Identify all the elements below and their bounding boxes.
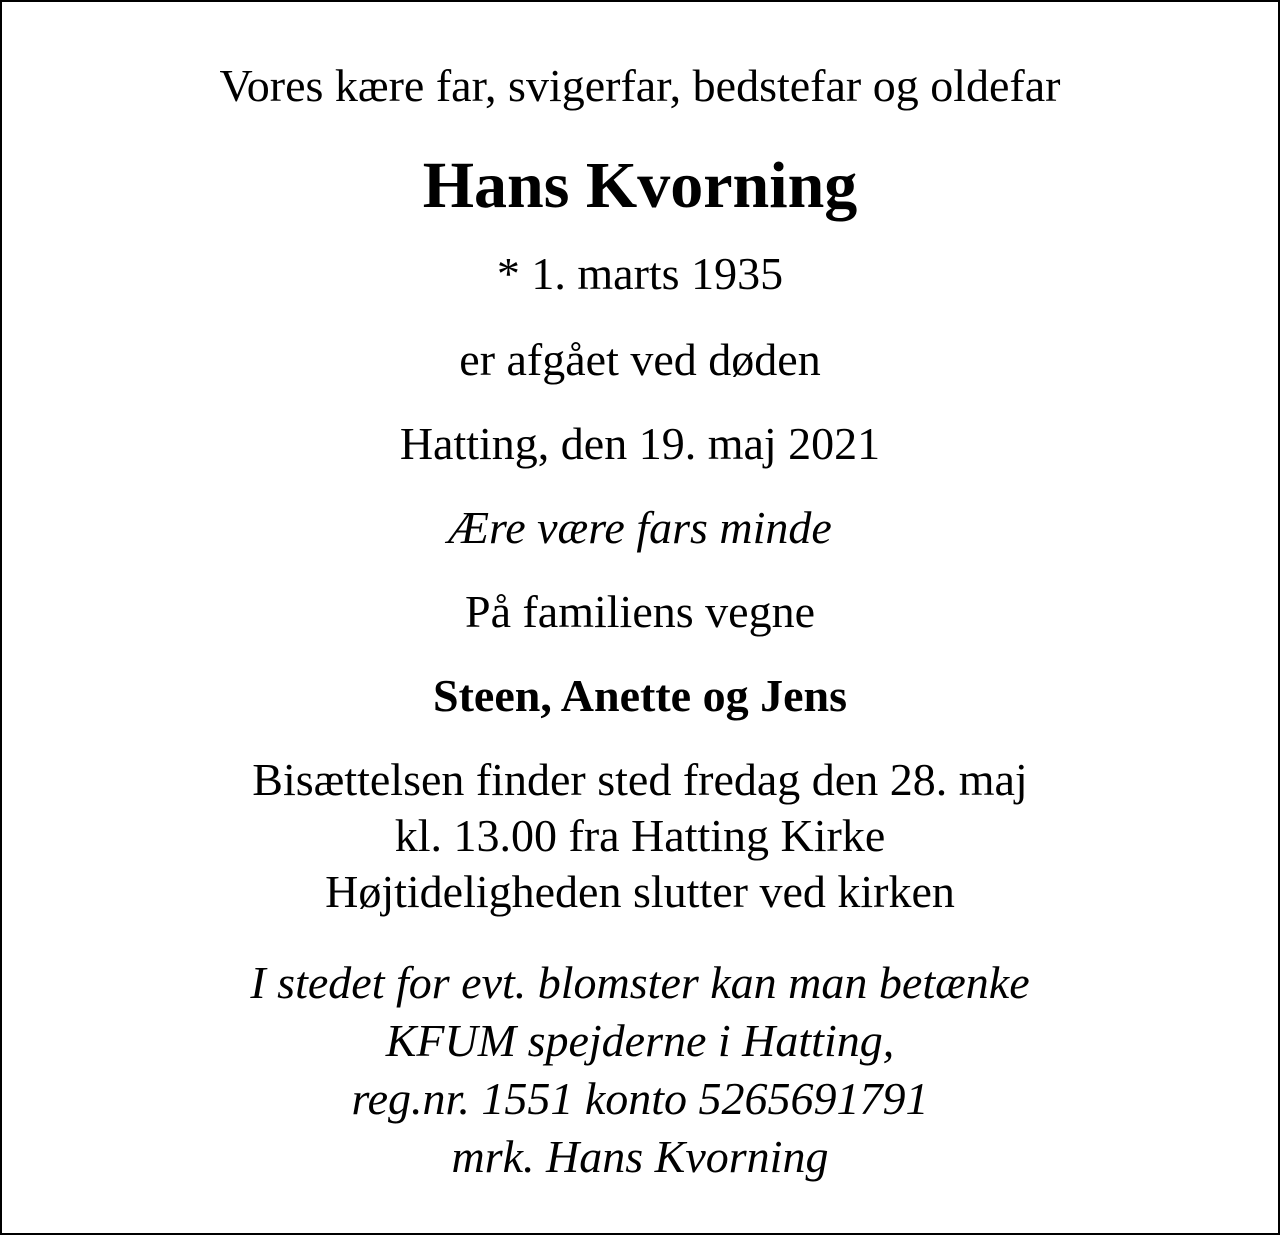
funeral-line: Bisættelsen finder sted fredag den 28. maj: [252, 754, 1028, 805]
donation-line: KFUM spejderne i Hatting,: [385, 1015, 895, 1066]
donation-line: I stedet for evt. blomster kan man betænke: [250, 957, 1030, 1008]
funeral-line: Højtideligheden slutter ved kirken: [325, 866, 955, 917]
memorial-phrase: Ære være fars minde: [448, 502, 832, 553]
place-and-date: Hatting, den 19. maj 2021: [399, 418, 881, 469]
donation-details: [2, 954, 1278, 1186]
deceased-name: Hans Kvorning: [422, 149, 858, 222]
intro-line: Vores kære far, svigerfar, bedstefar og oldefar: [219, 60, 1061, 111]
donation-line: reg.nr. 1551 konto 5265691791: [351, 1073, 929, 1124]
funeral-details: [2, 752, 1278, 920]
birth-date: * 1. marts 1935: [496, 248, 784, 299]
donation-line: mrk. Hans Kvorning: [451, 1131, 829, 1182]
on-behalf-line: På familiens vegne: [464, 586, 815, 637]
death-announcement: er afgået ved døden: [459, 334, 821, 385]
signers: Steen, Anette og Jens: [433, 670, 847, 721]
funeral-line: kl. 13.00 fra Hatting Kirke: [394, 810, 886, 861]
